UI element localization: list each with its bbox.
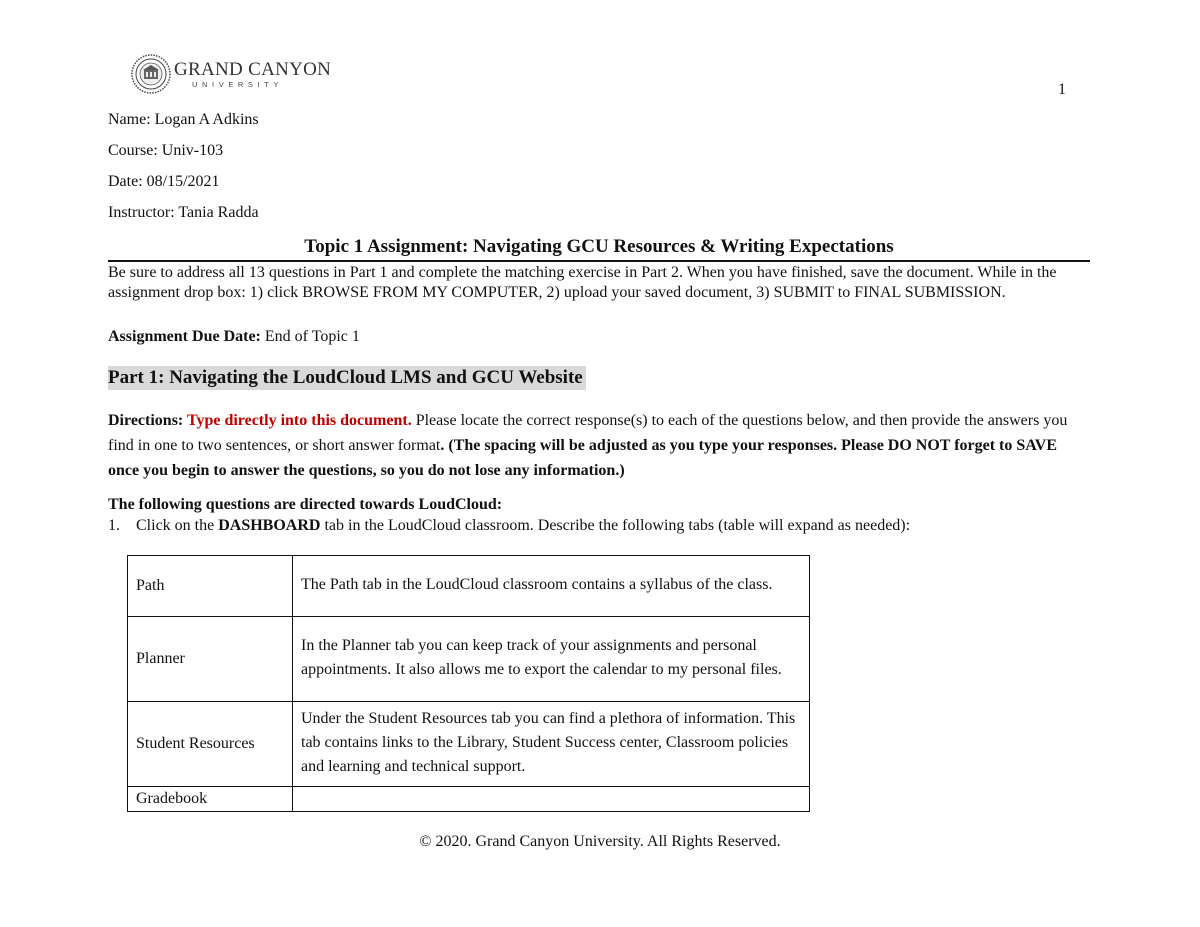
assignment-title: Topic 1 Assignment: Navigating GCU Resources & Writing Expectations bbox=[304, 236, 894, 257]
course-line: Course: Univ-103 bbox=[108, 142, 224, 159]
table-row bbox=[128, 617, 810, 702]
page-number: 1 bbox=[1058, 81, 1066, 98]
question-1 bbox=[108, 517, 910, 535]
tab-description-cell[interactable]: Under the Student Resources tab you can find a plethora of information. This tab contains links to the Library, Student Success center, Classroom policies and learning and technical support. bbox=[293, 702, 810, 787]
student-name: Name: Logan A Adkins bbox=[108, 111, 259, 128]
intro-paragraph: Be sure to address all 13 questions in Part 1 and complete the matching exercise in Part 2. When you have finished, save the document. While in the assignment drop box: 1) click BROWSE FROM MY COMPUTER, 2) upload your saved document, 3) SUBMIT to FINAL SUBMISSION. bbox=[108, 264, 1057, 301]
due-date-value: End of Topic 1 bbox=[260, 328, 360, 345]
copyright-footer: © 2020. Grand Canyon University. All Rights Reserved. bbox=[419, 833, 781, 850]
directions-highlight: Type directly into this document. bbox=[186, 412, 412, 429]
tab-description-cell[interactable]: The Path tab in the LoudCloud classroom contains a syllabus of the class. bbox=[293, 556, 810, 617]
date-line: Date: 08/15/2021 bbox=[108, 173, 220, 190]
tab-name-cell: Gradebook bbox=[128, 787, 293, 812]
table-row bbox=[128, 702, 810, 787]
dashboard-tabs-table bbox=[127, 555, 810, 812]
due-date-line bbox=[108, 328, 360, 346]
tab-description-cell[interactable]: In the Planner tab you can keep track of your assignments and personal appointments. It also allows me to export the calendar to my personal files. bbox=[293, 617, 810, 702]
question-text-post: tab in the LoudCloud classroom. Describe the following tabs (table will expand as needed): bbox=[320, 517, 911, 534]
question-text-pre: Click on the bbox=[136, 517, 219, 534]
logo-subtitle: UNIVERSITY bbox=[192, 79, 284, 89]
table-row bbox=[128, 787, 810, 812]
tab-description-cell[interactable] bbox=[293, 787, 810, 812]
question-number: 1. bbox=[108, 517, 120, 534]
tab-name-cell: Student Resources bbox=[128, 702, 293, 787]
instructor-line: Instructor: Tania Radda bbox=[108, 204, 259, 221]
due-date-label: Assignment Due Date: bbox=[108, 328, 261, 345]
directions-text: Please locate the correct response(s) to each of the questions below, and then provide the answers you find in one to two sentences, or short answer format bbox=[108, 412, 1068, 454]
directions-paragraph bbox=[108, 408, 1088, 483]
assignment-title-block bbox=[108, 236, 1090, 262]
tab-name-cell: Planner bbox=[128, 617, 293, 702]
question-keyword: DASHBOARD bbox=[218, 517, 321, 534]
table-row bbox=[128, 556, 810, 617]
directions-label: Directions: bbox=[108, 412, 187, 429]
university-logo bbox=[131, 54, 331, 94]
part1-heading: Part 1: Navigating the LoudCloud LMS and GCU Website bbox=[108, 366, 586, 390]
logo-wordmark: GRAND CANYON bbox=[174, 58, 332, 80]
loudcloud-subheading: The following questions are directed towards LoudCloud: bbox=[108, 496, 503, 513]
tab-name-cell: Path bbox=[128, 556, 293, 617]
university-seal-icon bbox=[131, 54, 171, 94]
directions-note: . (The spacing will be adjusted as you type your responses. Please DO NOT forget to SAVE once you begin to answer the questions, so you do not lose any information.) bbox=[108, 437, 1057, 479]
